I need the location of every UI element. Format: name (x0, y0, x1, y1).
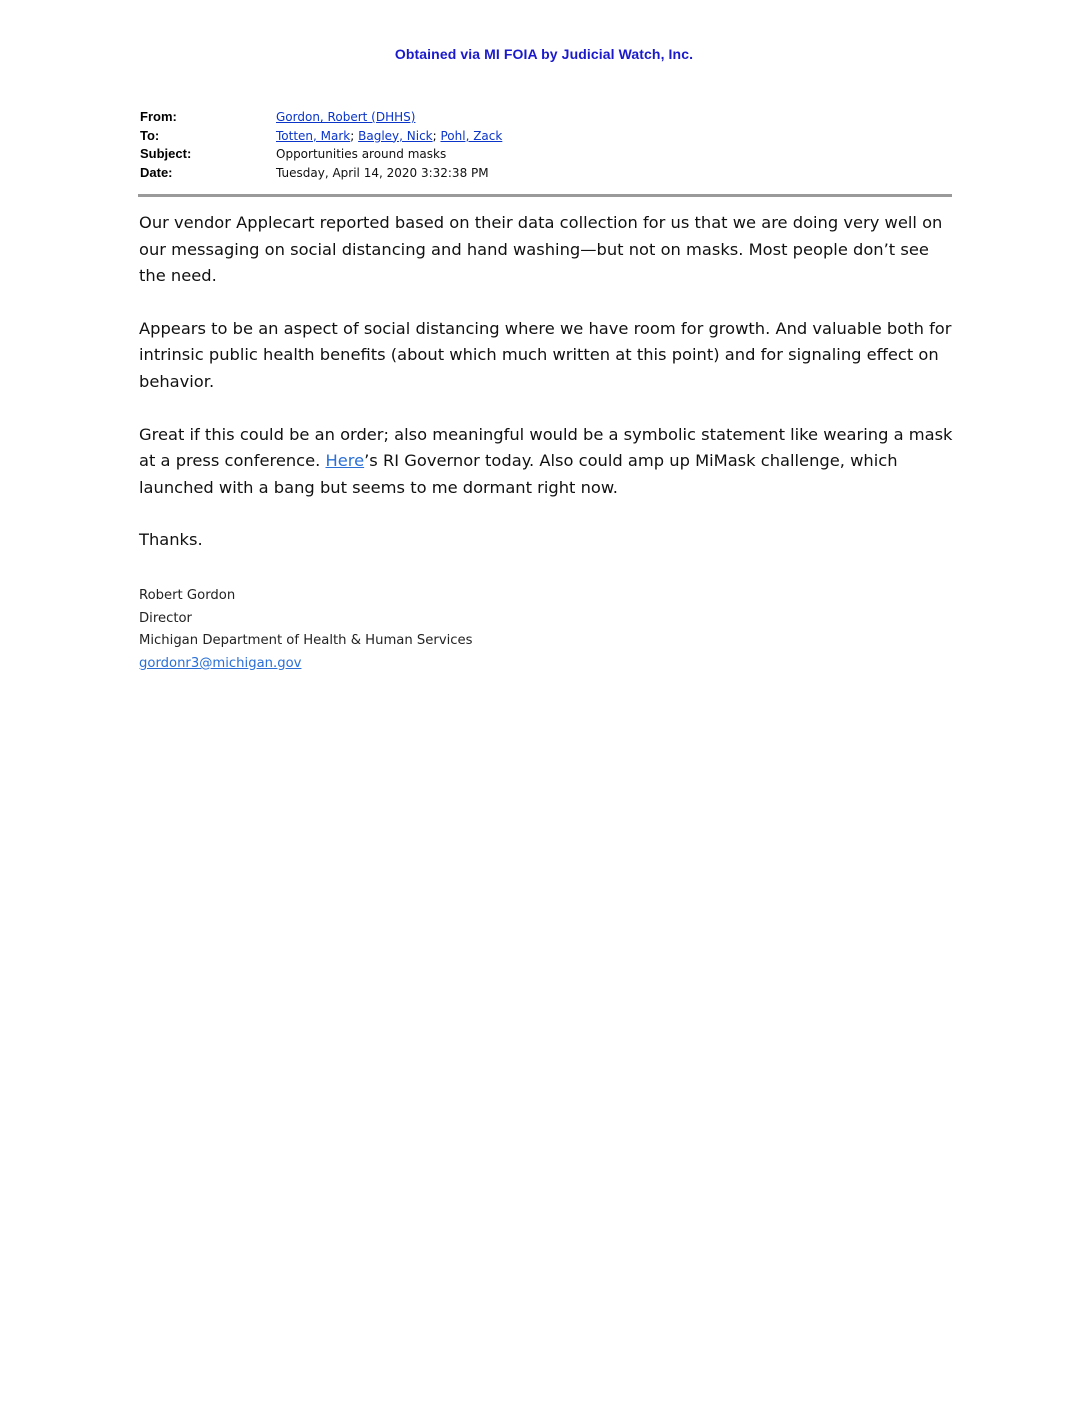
date-row (140, 164, 952, 183)
subject-row (140, 145, 952, 164)
from-label: From: (140, 109, 177, 124)
paragraph-3-text-after: ’s RI Governor today. Also could amp up MiMask challenge, which launched with a bang but seems to me dormant right now. (139, 451, 898, 497)
to-row (140, 127, 952, 146)
signature-email-link[interactable]: gordonr3@michigan.gov (139, 655, 302, 671)
body-thanks: Thanks. (139, 530, 203, 550)
recipient-separator: ; (350, 128, 359, 143)
email-body (139, 210, 954, 580)
signature-name: Robert Gordon (139, 588, 236, 603)
signature-org: Michigan Department of Health & Human Services (139, 633, 473, 649)
recipient-link-pohl[interactable]: Pohl, Zack (440, 128, 503, 143)
date-value: Tuesday, April 14, 2020 3:32:38 PM (276, 165, 489, 180)
to-recipients (276, 127, 502, 146)
from-link[interactable]: Gordon, Robert (DHHS) (276, 110, 416, 124)
recipient-link-totten[interactable]: Totten, Mark (276, 128, 351, 143)
signature-block (139, 585, 473, 675)
here-link[interactable]: Here (325, 451, 365, 471)
date-label: Date: (140, 164, 173, 180)
email-header (140, 108, 952, 182)
body-paragraph-3 (139, 422, 954, 502)
paragraph-3-text-before: Great if this could be an order; also meaningful would be a symbolic statement like wearing a mask at a press conference. (139, 424, 953, 471)
subject-value: Opportunities around masks (276, 147, 447, 161)
signature-title: Director (139, 610, 192, 626)
header-divider (138, 194, 952, 197)
body-paragraph-2: Appears to be an aspect of social distancing where we have room for growth. And valuable both for intrinsic public health benefits (about which much written at this point) and for signaling effect on behavior. (139, 318, 952, 391)
from-row (140, 108, 952, 127)
subject-label: Subject: (140, 146, 192, 161)
body-paragraph-1: Our vendor Applecart reported based on their data collection for us that we are doing very well on our messaging on social distancing and hand washing—but not on masks. Most people don’t see the need. (139, 213, 943, 286)
recipient-separator: ; (432, 128, 441, 143)
recipient-link-bagley[interactable]: Bagley, Nick (358, 128, 433, 143)
foia-stamp: Obtained via MI FOIA by Judicial Watch, Inc. (394, 46, 694, 62)
to-label: To: (140, 127, 160, 143)
